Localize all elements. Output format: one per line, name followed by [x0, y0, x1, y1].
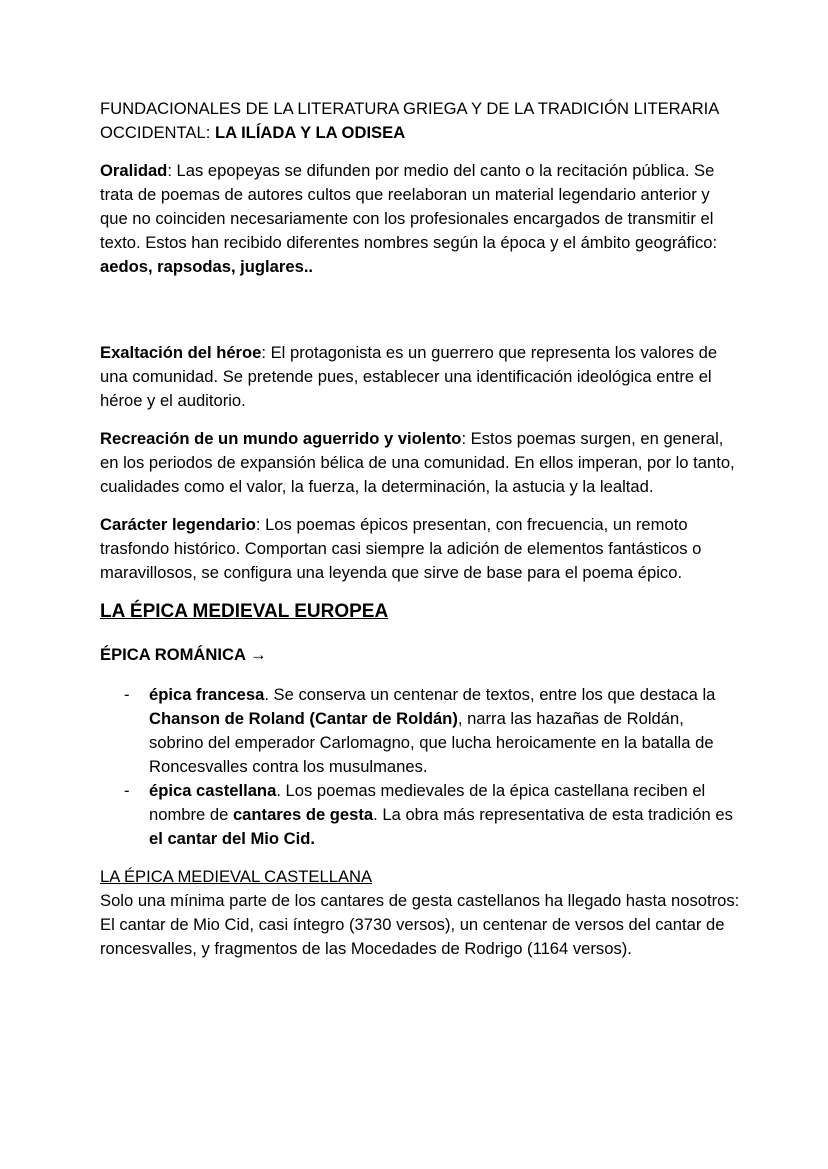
text-francesa-1: . Se conserva un centenar de textos, entre los que destaca la — [264, 685, 716, 704]
term-exaltacion: Exaltación del héroe — [100, 343, 262, 362]
dash-bullet: - — [124, 781, 130, 800]
term-oralidad: Oralidad — [100, 161, 168, 180]
heading-epica-medieval-castellana: LA ÉPICA MEDIEVAL CASTELLANA — [100, 867, 373, 886]
list-item-francesa — [100, 683, 740, 779]
document-page — [100, 97, 740, 961]
paragraph-final: Solo una mínima parte de los cantares de gesta castellanos ha llegado hasta nosotros: El cantar de Mio Cid, casi íntegro (3730 versos), un centenar de versos del cantar de roncesvalles, y fragmentos de las Mocedades de Rodrigo (1164 versos). — [100, 891, 740, 958]
document-title — [100, 97, 740, 145]
term-caracter: Carácter legendario — [100, 515, 256, 534]
bold-cantares: cantares de gesta — [232, 805, 374, 824]
paragraph-caracter — [100, 513, 740, 585]
list-item-castellana — [100, 779, 740, 851]
term-francesa: épica francesa — [149, 685, 265, 704]
term-castellana: épica castellana — [149, 781, 277, 800]
text-caracter: : Los poemas épicos presentan, con frecuencia, un remoto trasfondo histórico. Comportan casi siempre la adición de elementos fantásticos o maravillosos, se configura una leyenda que sirve de base para el poema épico. — [100, 515, 702, 582]
heading-epica-romanica: ÉPICA ROMÁNICA → — [100, 645, 267, 664]
title-normal: FUNDACIONALES DE LA LITERATURA GRIEGA Y DE LA TRADICIÓN LITERARIA OCCIDENTAL: — [100, 99, 719, 142]
text-recreacion: : Estos poemas surgen, en general, en los periodos de expansión bélica de una comunidad. En ellos imperan, por lo tanto, cualidades como el valor, la fuerza, la determinación, la astucia y la lealtad. — [100, 429, 735, 496]
bold-mio-cid: el cantar del Mio Cid. — [149, 829, 315, 848]
spacer — [100, 293, 740, 341]
bold-chanson: Chanson de Roland (Cantar de Roldán) — [149, 709, 458, 728]
paragraph-oralidad — [100, 159, 740, 279]
term-recreacion: Recreación de un mundo aguerrido y violento — [100, 429, 462, 448]
text-exaltacion: : El protagonista es un guerrero que representa los valores de una comunidad. Se pretende pues, establecer una identificación ideológica entre el héroe y el auditorio. — [100, 343, 718, 410]
dash-bullet: - — [124, 685, 130, 704]
text-castellana-2: . La obra más representativa de esta tradición es — [373, 805, 733, 824]
text-castellana-1: . Los poemas medievales de la épica castellana reciben el nombre de — [149, 781, 706, 824]
text-francesa-2: , narra las hazañas de Roldán, sobrino del emperador Carlomagno, que lucha heroicamente en la batalla de Roncesvalles contra los musulmanes. — [149, 709, 714, 776]
text-oralidad: : Las epopeyas se difunden por medio del canto o la recitación pública. Se trata de poemas de autores cultos que reelaboran un material legendario anterior y que no coinciden necesariamente con los profesionales encargados de transmitir el texto. Estos han recibido diferentes nombres según la época y el ámbito geográfico: — [100, 161, 718, 252]
heading-epica-medieval-europea: LA ÉPICA MEDIEVAL EUROPEA — [100, 601, 389, 622]
title-bold: LA ILÍADA Y LA ODISEA — [214, 123, 406, 142]
bold-juglares: aedos, rapsodas, juglares.. — [100, 257, 314, 276]
paragraph-recreacion — [100, 427, 740, 499]
paragraph-exaltacion — [100, 341, 740, 413]
epica-list — [100, 683, 740, 851]
